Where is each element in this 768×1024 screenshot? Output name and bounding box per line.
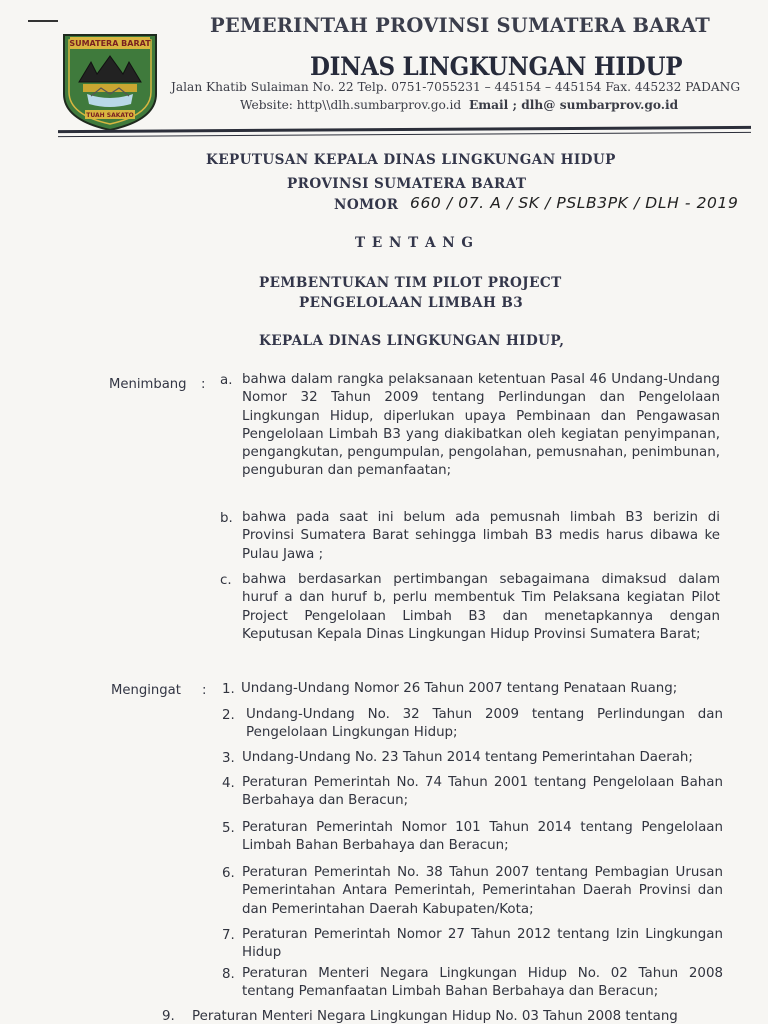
menimbang-marker: c. [220, 573, 232, 588]
mengingat-item-text: Peraturan Pemerintah Nomor 101 Tahun 2014 tentang Pengelolaan Limbah Bahan Berbahaya dan Beracun; [242, 820, 723, 854]
contact-line [240, 98, 678, 112]
logo-top-text: SUMATERA BARAT [69, 39, 151, 48]
mengingat-marker: 9. [162, 1009, 175, 1024]
menimbang-item-text: bahwa pada saat ini belum ada pemusnah limbah B3 berizin di Provinsi Sumatera Barat sehingga limbah B3 medis harus dibawa ke Pulau Jawa ; [242, 510, 720, 562]
mengingat-marker: 6. [222, 866, 235, 881]
mengingat-marker: 5. [222, 821, 235, 836]
email-text: Email ; dlh@ sumbarprov.go.id [468, 98, 679, 112]
mengingat-item-text: Undang-Undang No. 23 Tahun 2014 tentang Pemerintahan Daerah; [242, 750, 693, 765]
logo-motto-text: TUAH SAKATO [86, 112, 134, 119]
mengingat-label: Mengingat [111, 683, 181, 698]
mengingat-marker: 1. [222, 682, 235, 697]
mengingat-item-text: Peraturan Menteri Negara Lingkungan Hidup No. 02 Tahun 2008 tentang Pemanfaatan Limbah Bahan Berbahaya dan Beracun; [242, 966, 723, 1000]
mengingat-marker: 2. [222, 708, 235, 723]
province-emblem-logo [61, 32, 159, 132]
letterhead-rule-thin [58, 132, 751, 137]
address-line: Jalan Khatib Sulaiman No. 22 Telp. 0751-7055231 – 445154 – 445154 Fax. 445232 PADANG [171, 80, 741, 94]
mengingat-item-text: Undang-Undang Nomor 26 Tahun 2007 tentang Penataan Ruang; [241, 681, 678, 696]
department-name: DINAS LINGKUNGAN HIDUP [310, 52, 683, 81]
tentang-heading: T E N T A N G [355, 235, 474, 251]
menimbang-label: Menimbang [109, 377, 187, 392]
subject-line1: PEMBENTUKAN TIM PILOT PROJECT [259, 275, 562, 291]
decree-number-handwritten: 660 / 07. A / SK / PSLB3PK / DLH - 2019 [410, 194, 739, 212]
decree-title-line2: PROVINSI SUMATERA BARAT [287, 176, 527, 192]
mengingat-marker: 4. [222, 776, 235, 791]
official-heading: KEPALA DINAS LINGKUNGAN HIDUP, [259, 333, 565, 349]
mengingat-item-text: Peraturan Pemerintah No. 38 Tahun 2007 tentang Pembagian Urusan Pemerintahan Antara Pemerintah, Pemerintahan Daerah Provinsi dan dan Pemerintahan Daerah Kabupaten/Kota; [242, 865, 723, 917]
website-text: Website: http\\dlh.sumbarprov.go.id [240, 98, 462, 112]
nomor-label: NOMOR [334, 197, 399, 213]
mengingat-marker: 7. [222, 928, 235, 943]
scan-mark [28, 20, 58, 22]
mengingat-item-text: Undang-Undang No. 32 Tahun 2009 tentang Perlindungan dan Pengelolaan Lingkungan Hidup; [246, 707, 723, 741]
menimbang-marker: a. [220, 373, 233, 388]
mengingat-item-text: Peraturan Pemerintah No. 74 Tahun 2001 tentang Pengelolaan Bahan Berbahaya dan Beracun; [242, 775, 723, 809]
government-name: PEMERINTAH PROVINSI SUMATERA BARAT [210, 14, 710, 37]
mengingat-marker: 3. [222, 751, 235, 766]
menimbang-marker: b. [220, 511, 233, 526]
decree-title-line1: KEPUTUSAN KEPALA DINAS LINGKUNGAN HIDUP [206, 152, 616, 168]
menimbang-item-text: bahwa dalam rangka pelaksanaan ketentuan Pasal 46 Undang-Undang Nomor 32 Tahun 2009 tentang Perlindungan dan Pengelolaan Lingkungan Hidup, diperlukan upaya Pembinaan dan Pengawasan Pengelolaan Limbah B3 yang diakibatkan oleh kegiatan penyimpanan, pengangkutan, pengumpulan, pengolahan, pemusnahan, penimbunan, penguburan dan pemanfaatan; [242, 372, 720, 479]
mengingat-item-text: Peraturan Pemerintah Nomor 27 Tahun 2012 tentang Izin Lingkungan Hidup [242, 927, 723, 961]
mengingat-colon: : [202, 683, 207, 698]
menimbang-item-text: bahwa berdasarkan pertimbangan sebagaimana dimaksud dalam huruf a dan huruf b, perlu membentuk Tim Pelaksana kegiatan Pilot Project Pengelolaan Limbah B3 dan menetapkannya dengan Keputusan Kepala Dinas Lingkungan Hidup Provinsi Sumatera Barat; [242, 572, 720, 642]
menimbang-colon: : [201, 377, 206, 392]
mengingat-marker: 8. [222, 967, 235, 982]
subject-line2: PENGELOLAAN LIMBAH B3 [299, 295, 524, 311]
mengingat-item-text: Peraturan Menteri Negara Lingkungan Hidup No. 03 Tahun 2008 tentang [192, 1009, 678, 1024]
